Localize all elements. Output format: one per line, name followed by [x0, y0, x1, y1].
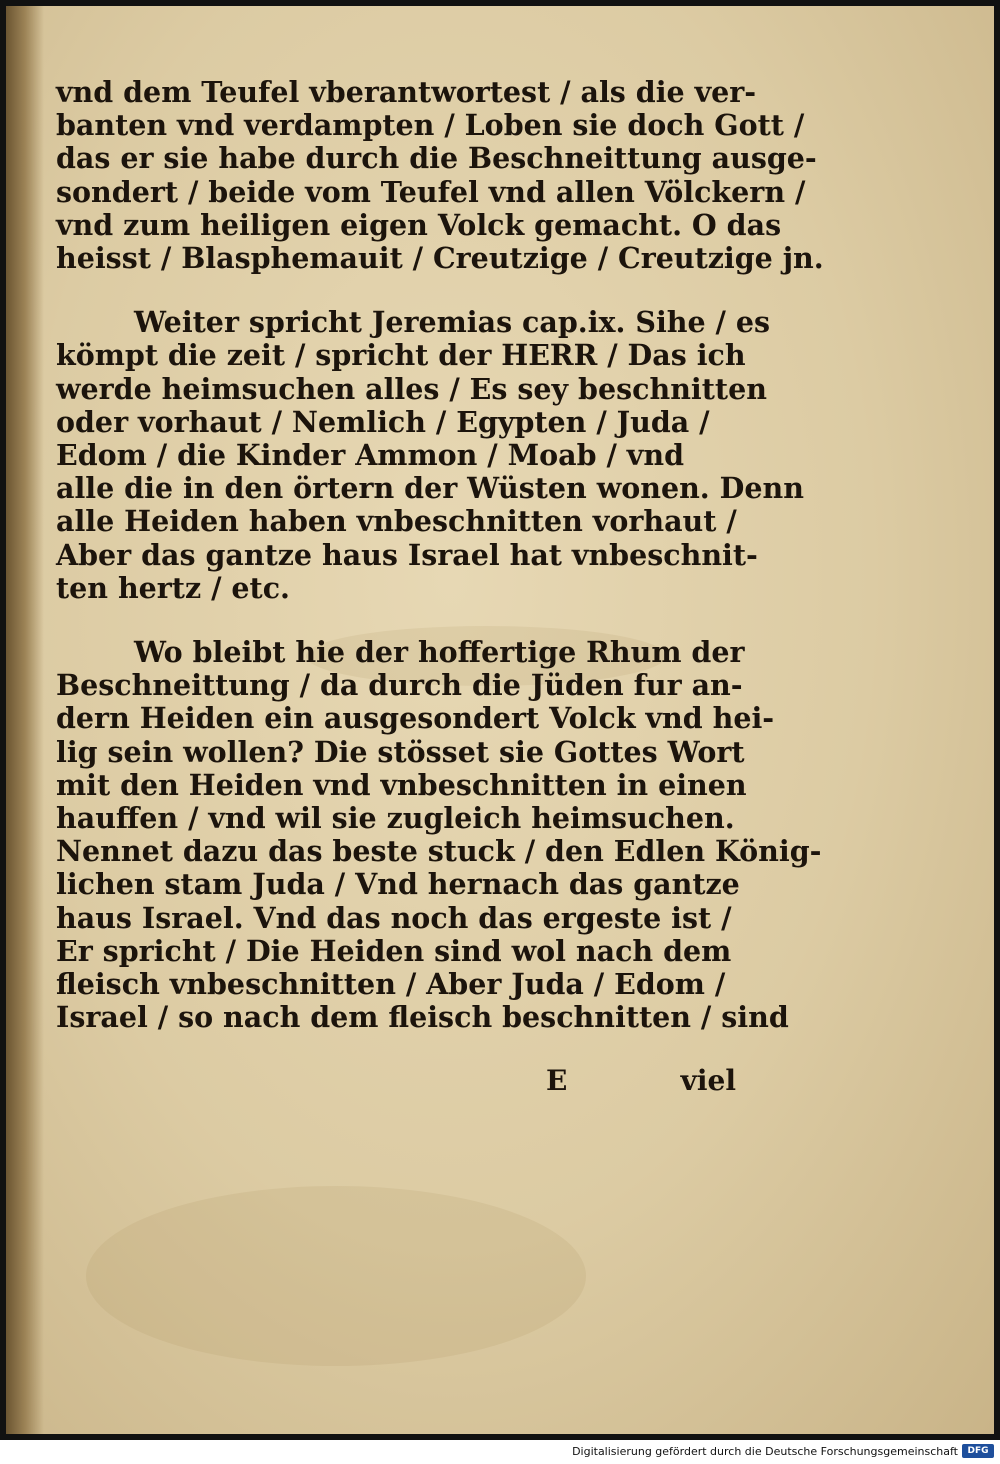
- text-line: werde heimsuchen alles / Es sey beschnitten: [56, 371, 767, 406]
- funding-credit: Digitalisierung gefördert durch die Deutsche Forschungsgemeinschaft: [572, 1445, 958, 1458]
- text-line: dern Heiden ein ausgesondert Volck vnd hei-: [56, 701, 775, 736]
- digitization-footer: [0, 1440, 1000, 1464]
- text-line: lig sein wollen? Die stösset sie Gottes Wort: [56, 734, 745, 769]
- signature-mark: E: [546, 1064, 568, 1097]
- text-line: haus Israel. Vnd das noch das ergeste ist /: [56, 900, 732, 935]
- text-line: Edom / die Kinder Ammon / Moab / vnd: [56, 438, 685, 473]
- text-line: vnd zum heiligen eigen Volck gemacht. O das: [56, 207, 782, 242]
- text-line: Wo bleibt hie der hoffertige Rhum der: [134, 635, 745, 670]
- text-line: hauffen / vnd wil sie zugleich heimsuchen.: [56, 801, 735, 836]
- text-line: heisst / Blasphemauit / Creutzige / Creutzige jn.: [56, 241, 824, 276]
- text-line: das er sie habe durch die Beschneittung ausge-: [56, 141, 817, 176]
- text-line: fleisch vnbeschnitten / Aber Juda / Edom /: [56, 967, 726, 1002]
- text-line: Er spricht / Die Heiden sind wol nach dem: [56, 933, 732, 968]
- page-footer-marks: [546, 1064, 736, 1098]
- text-line: mit den Heiden vnd vnbeschnitten in einen: [56, 767, 747, 802]
- text-line: alle die in den örtern der Wüsten wonen. Denn: [56, 471, 804, 506]
- paragraph-2: [56, 305, 804, 605]
- page-gutter: [6, 6, 44, 1434]
- text-line: ten hertz / etc.: [56, 570, 290, 605]
- paper-stain: [86, 1186, 586, 1366]
- paragraph-1: [56, 75, 824, 276]
- dfg-logo: DFG: [962, 1444, 994, 1458]
- text-line: kömpt die zeit / spricht der HERR / Das ich: [56, 338, 746, 373]
- text-line: banten vnd verdampten / Loben sie doch Gott /: [56, 108, 805, 143]
- text-line: alle Heiden haben vnbeschnitten vorhaut /: [56, 504, 737, 539]
- text-line: Beschneittung / da durch die Jüden fur an-: [56, 668, 743, 703]
- paragraph-3: [56, 635, 822, 1035]
- text-line: vnd dem Teufel vberantwortest / als die ver-: [56, 75, 757, 109]
- text-line: Aber das gantze haus Israel hat vnbeschnit-: [56, 537, 758, 572]
- text-line: lichen stam Juda / Vnd hernach das gantze: [56, 867, 740, 902]
- text-line: Israel / so nach dem fleisch beschnitten / sind: [56, 1000, 789, 1035]
- text-line: sondert / beide vom Teufel vnd allen Völckern /: [56, 174, 806, 209]
- text-line: oder vorhaut / Nemlich / Egypten / Juda /: [56, 404, 710, 439]
- text-line: Nennet dazu das beste stuck / den Edlen König-: [56, 834, 822, 869]
- book-page: [6, 6, 994, 1434]
- catchword: viel: [680, 1064, 736, 1097]
- body-text: [56, 75, 824, 1035]
- text-line: Weiter spricht Jeremias cap.ix. Sihe / es: [134, 305, 771, 340]
